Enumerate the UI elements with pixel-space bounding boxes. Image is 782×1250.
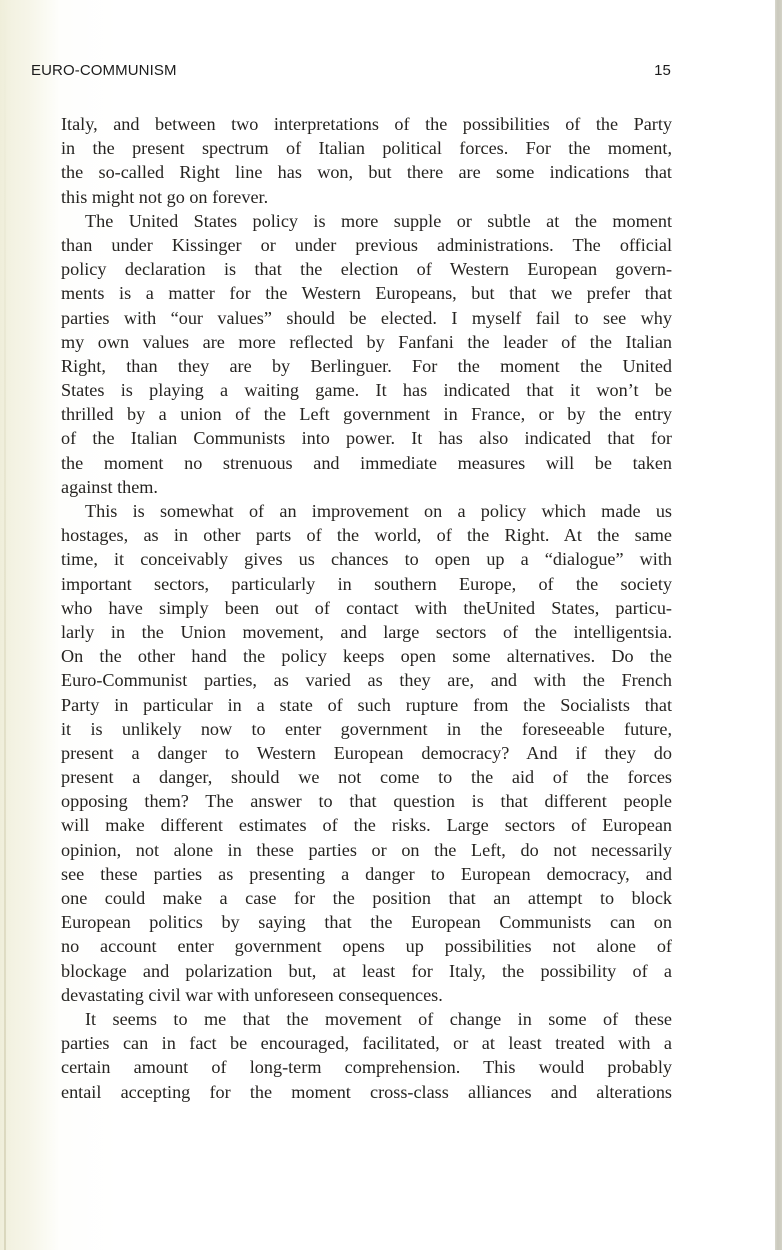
running-head-title: EURO-COMMUNISM: [31, 62, 177, 79]
text-line: present a danger, should we not come to the aid of the forces: [61, 767, 672, 788]
text-line: The United States policy is more supple or subtle at the moment: [85, 210, 672, 231]
text-line: of the Italian Communists into power. It has also indicated that for: [61, 428, 672, 449]
text-line: who have simply been out of contact with theUnited States, particu-: [61, 597, 672, 618]
text-line: devastating civil war with unforeseen consequences.: [61, 984, 443, 1005]
text-line: hostages, as in other parts of the world, of the Right. At the same: [61, 525, 672, 546]
text-line: certain amount of long-term comprehension. This would probably: [61, 1057, 672, 1078]
paragraph: [61, 112, 672, 209]
text-line: the moment no strenuous and immediate measures will be taken: [61, 452, 672, 473]
text-line: the so-called Right line has won, but there are some indications that: [61, 162, 672, 183]
text-line: States is playing a waiting game. It has indicated that it won’t be: [61, 380, 672, 401]
running-header: [31, 62, 671, 82]
text-line: On the other hand the policy keeps open some alternatives. Do the: [61, 646, 672, 667]
text-line: time, it conceivably gives us chances to open up a “dialogue” with: [61, 549, 672, 570]
text-line: It seems to me that the movement of change in some of these: [85, 1008, 672, 1029]
body-text: [61, 112, 672, 1104]
text-line: Right, than they are by Berlinguer. For the moment the United: [61, 355, 672, 376]
text-line: Party in particular in a state of such rupture from the Socialists that: [61, 694, 672, 715]
text-line: against them.: [61, 476, 158, 497]
text-line: present a danger to Western European democracy? And if they do: [61, 742, 672, 763]
page-number: 15: [654, 62, 671, 79]
text-line: parties can in fact be encouraged, facilitated, or at least treated with a: [61, 1033, 672, 1054]
text-line: in the present spectrum of Italian political forces. For the moment,: [61, 138, 672, 159]
text-line: than under Kissinger or under previous administrations. The official: [61, 234, 672, 255]
text-line: opinion, not alone in these parties or on the Left, do not necessarily: [61, 839, 672, 860]
text-line: blockage and polarization but, at least for Italy, the possibility of a: [61, 960, 672, 981]
text-line: Euro-Communist parties, as varied as they are, and with the French: [61, 670, 672, 691]
text-line: Italy, and between two interpretations of the possibilities of the Party: [61, 114, 672, 134]
paragraph: [61, 1007, 672, 1104]
text-line: larly in the Union movement, and large sectors of the intelligentsia.: [61, 621, 672, 642]
text-line: no account enter government opens up possibilities not alone of: [61, 936, 672, 957]
text-line: opposing them? The answer to that question is that different people: [61, 791, 672, 812]
paragraph: [61, 209, 672, 499]
text-line: European politics by saying that the European Communists can on: [61, 912, 672, 933]
text-line: see these parties as presenting a danger to European democracy, and: [61, 863, 672, 884]
text-line: my own values are more reflected by Fanfani the leader of the Italian: [61, 331, 672, 352]
text-line: policy declaration is that the election of Western European govern-: [61, 259, 672, 280]
page-edge-strip: [775, 0, 782, 1250]
paragraph: [61, 499, 672, 1007]
text-line: one could make a case for the position that an attempt to block: [61, 888, 672, 908]
text-line: it is unlikely now to enter government in the foreseeable future,: [61, 718, 672, 739]
text-line: thrilled by a union of the Left government in France, or by the entry: [61, 404, 672, 425]
text-line: will make different estimates of the risks. Large sectors of European: [61, 815, 672, 836]
text-line: parties with “our values” should be elected. I myself fail to see why: [61, 307, 672, 328]
text-line: entail accepting for the moment cross-class alliances and alterations: [61, 1081, 672, 1102]
gutter-shadow: [4, 0, 6, 1250]
text-line: this might not go on forever.: [61, 186, 269, 207]
text-line: important sectors, particularly in southern Europe, of the society: [61, 573, 672, 594]
text-line: ments is a matter for the Western Europeans, but that we prefer that: [61, 283, 672, 304]
text-line: This is somewhat of an improvement on a policy which made us: [85, 501, 672, 521]
